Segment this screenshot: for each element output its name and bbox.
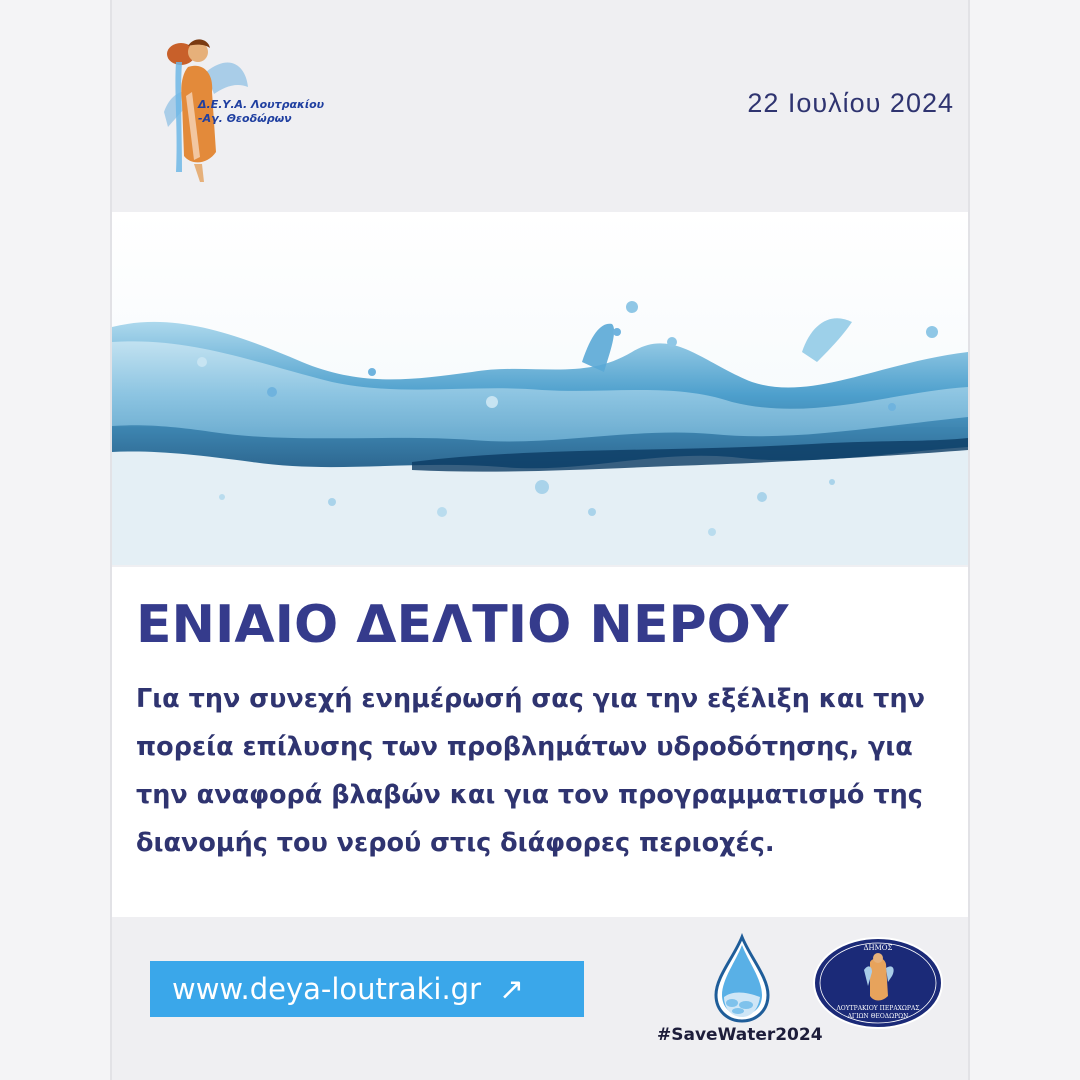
left-margin: [0, 0, 112, 1080]
seal-bottom-text-2: ΑΓΙΩΝ ΘΕΟΔΩΡΩΝ: [847, 1013, 909, 1020]
bulletin-date: 22 Ιουλίου 2024: [747, 88, 954, 118]
logo-line-1: Δ.Ε.Υ.Α. Λουτρακίου: [198, 98, 325, 111]
right-margin: [968, 0, 1080, 1080]
save-water-hashtag: #SaveWater2024: [657, 1025, 823, 1045]
bulletin-title: ΕΝΙΑΙΟ ΔΕΛΤΙΟ ΝΕΡΟΥ: [136, 595, 789, 655]
website-url: www.deya-loutraki.gr: [172, 972, 482, 1006]
water-splash-image: [112, 212, 968, 565]
seal-bottom-text-1: ΛΟΥΤΡΑΚΙΟΥ ΠΕΡΑΧΩΡΑΣ: [836, 1005, 920, 1012]
deya-logo: [136, 32, 336, 187]
bulletin-card: [112, 0, 968, 1080]
water-drop-icon: [710, 933, 774, 1023]
logo-text: [198, 98, 324, 126]
seal-top-text: ΔΗΜΟΣ: [863, 944, 893, 952]
logo-line-2: -Αγ. Θεοδώρων: [198, 112, 292, 125]
bulletin-description: Για την συνεχή ενημέρωσή σας για την εξέλιξη και την πορεία επίλυσης των προβλημάτων υδροδότησης, για την αναφορά βλαβών και για τον προγραμματισμό της διανομής του νερού στις διάφορες περιοχές.: [136, 684, 925, 858]
website-link[interactable]: [150, 961, 584, 1017]
external-link-icon: ↗: [499, 971, 525, 1007]
bulletin-panel: [112, 567, 968, 917]
municipality-seal: [812, 936, 944, 1030]
